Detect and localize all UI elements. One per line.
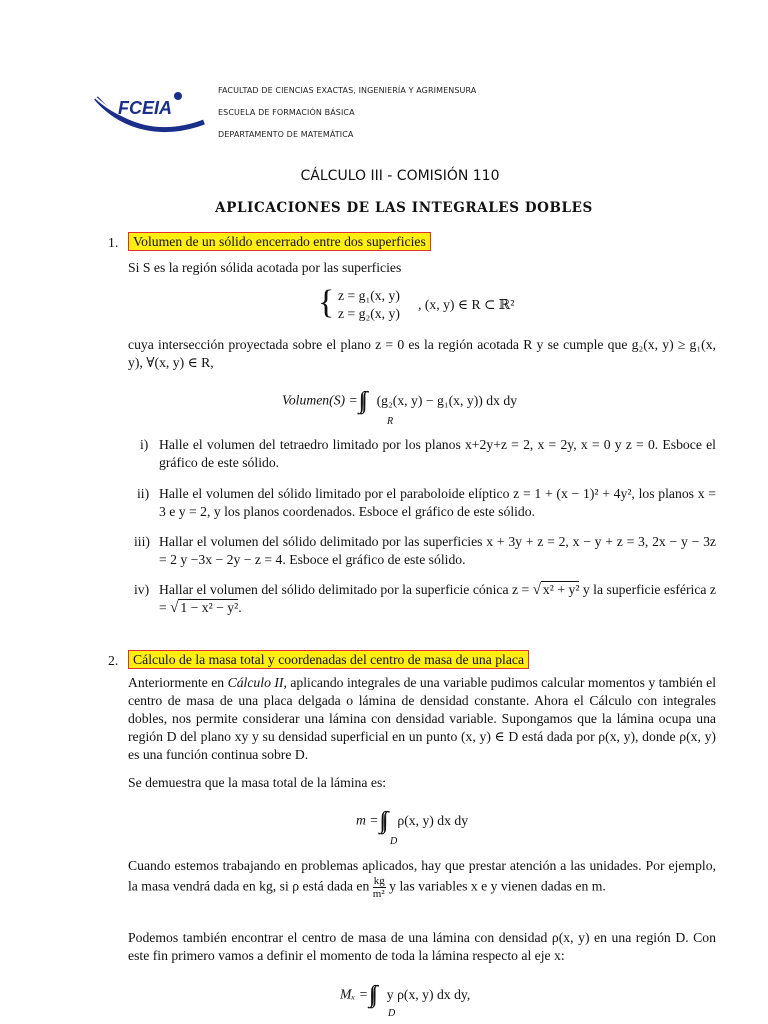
system-line-2: z = g₂(x, y) [338,306,400,321]
item-i-label: i) [140,437,149,452]
units-fraction [373,875,386,900]
fraction-numerator: kg [373,875,385,887]
mass-formula-region: D [390,836,398,847]
para1-b: , aplicando integrales de una variable pudimos calcular momentos y también el centro de masa de una placa delgada o lámina de densidad constante. Ahora el Cálculo con integrales dobles, nos permite considerar una lámina con densidad variable. Supongamos que la lámina ocupa una región D del plano xy y su densidad superficial en un punto (x, y) ∈ D está dada por ρ(x, y), donde ρ(x, y) es una función continua sobre D. [128,675,717,762]
section2-paragraph-1 [128,674,716,764]
section1-number: 1. [108,235,119,250]
para3-b: y las variables x e y vienen dadas en m. [385,878,606,894]
section2-heading [128,651,529,669]
item-i-text: Halle el volumen del tetraedro limitado por los planos x+2y+z = 2, x = 2y, x = 0 y z = 0. Esboce el gráfico de este sólido. [159,437,716,470]
fraction-denominator: m² [372,888,385,900]
volume-formula-region: R [387,416,394,427]
moment-formula-rhs: y ρ(x, y) dx dy, [386,986,471,1002]
moment-formula-region: D [388,1008,396,1019]
mass-formula [356,808,469,847]
item-iv-text [159,581,716,617]
section2-paragraph-4: Podemos también encontrar el centro de masa de una lámina con densidad ρ(x, y) en una región D. Con este fin primero vamos a definir el momento de toda la lámina respecto al eje x: [128,930,716,963]
item-ii-text: Halle el volumen del sólido limitado por el paraboloide elíptico z = 1 + (x − 1)² + 4y², los planos x = 3 e y = 2, y los planos coordenados. Esboce el gráfico de este sólido. [159,486,716,519]
para1-a: Anteriormente en [128,675,228,690]
section1-intro: Si S es la región sólida acotada por las superficies [128,260,402,275]
volume-formula-lhs: Volumen(S) = [282,392,358,408]
item-iii-text: Hallar el volumen del sólido delimitado por las superficies x + 3y + z = 2, x − y + z = 3, 2x − y − 3z = 2 y −3x − 2y − z = 4. Esboce el gráfico de este sólido. [159,534,716,567]
page-subtitle: APLICACIONES DE LAS INTEGRALES DOBLES [215,200,593,216]
section2-paragraph-3 [128,856,716,900]
para3-a: Cuando estemos trabajando en problemas aplicados, hay que prestar atención a las unidades. Por ejemplo, la masa vendrá dada en kg, si ρ está dada en [128,858,716,894]
item-iv-text-c: . [238,600,242,615]
mass-formula-rhs: ρ(x, y) dx dy [397,812,469,828]
section1-heading [128,233,431,251]
para1-emphasis: Cálculo II [227,675,284,690]
brace-icon: { [318,284,335,321]
moment-formula [340,982,471,1019]
system-line-1: z = g₁(x, y) [338,288,400,303]
logo-text: FCEIA [118,98,172,118]
section2-number: 2. [108,653,119,668]
item-iv-text-a: Hallar el volumen del sólido delimitado por la superficie cónica z = [159,582,533,597]
volume-formula-rhs: (g₂(x, y) − g₁(x, y)) dx dy [376,392,518,408]
section2-paragraph-2: Se demuestra que la masa total de la lámina es: [128,775,387,790]
section2-heading-highlight: Cálculo de la masa total y coordenadas del centro de masa de una placa [128,650,529,669]
system-condition: , (x, y) ∈ R ⊂ ℝ² [418,297,515,312]
item-ii-label: ii) [137,486,150,501]
mass-formula-lhs: m = [356,812,379,828]
sqrt-icon: √ [532,582,541,598]
section1-paragraph: cuya intersección proyectada sobre el plano z = 0 es la región acotada R y se cumple que g₂(x, y) ≥ g₁(x, y), ∀(x, y) ∈ R, [128,337,716,370]
item-iv-text-b: y la superficie esférica z = [159,582,716,615]
header-faculty: FACULTAD DE CIENCIAS EXACTAS, INGENIERÍA Y AGRIMENSURA [218,86,477,95]
sqrt-icon: √ [170,600,179,616]
moment-formula-lhs: Mₓ = [340,986,368,1002]
header-department: DEPARTAMENTO DE MATEMÁTICA [218,130,354,139]
header-school: ESCUELA DE FORMACIÓN BÁSICA [218,108,355,117]
item-iv-label: iv) [134,582,150,597]
item-iv-sqrt-a: x² + y² [542,582,580,597]
item-iv-sqrt-b: 1 − x² − y² [180,600,239,615]
page-title: CÁLCULO III - COMISIÓN 110 [300,168,500,184]
fceia-logo-icon [92,88,212,140]
volume-formula [282,388,518,427]
item-iii-label: iii) [134,534,150,549]
section1-heading-highlight: Volumen de un sólido encerrado entre dos superficies [128,232,431,251]
logo [92,88,212,140]
